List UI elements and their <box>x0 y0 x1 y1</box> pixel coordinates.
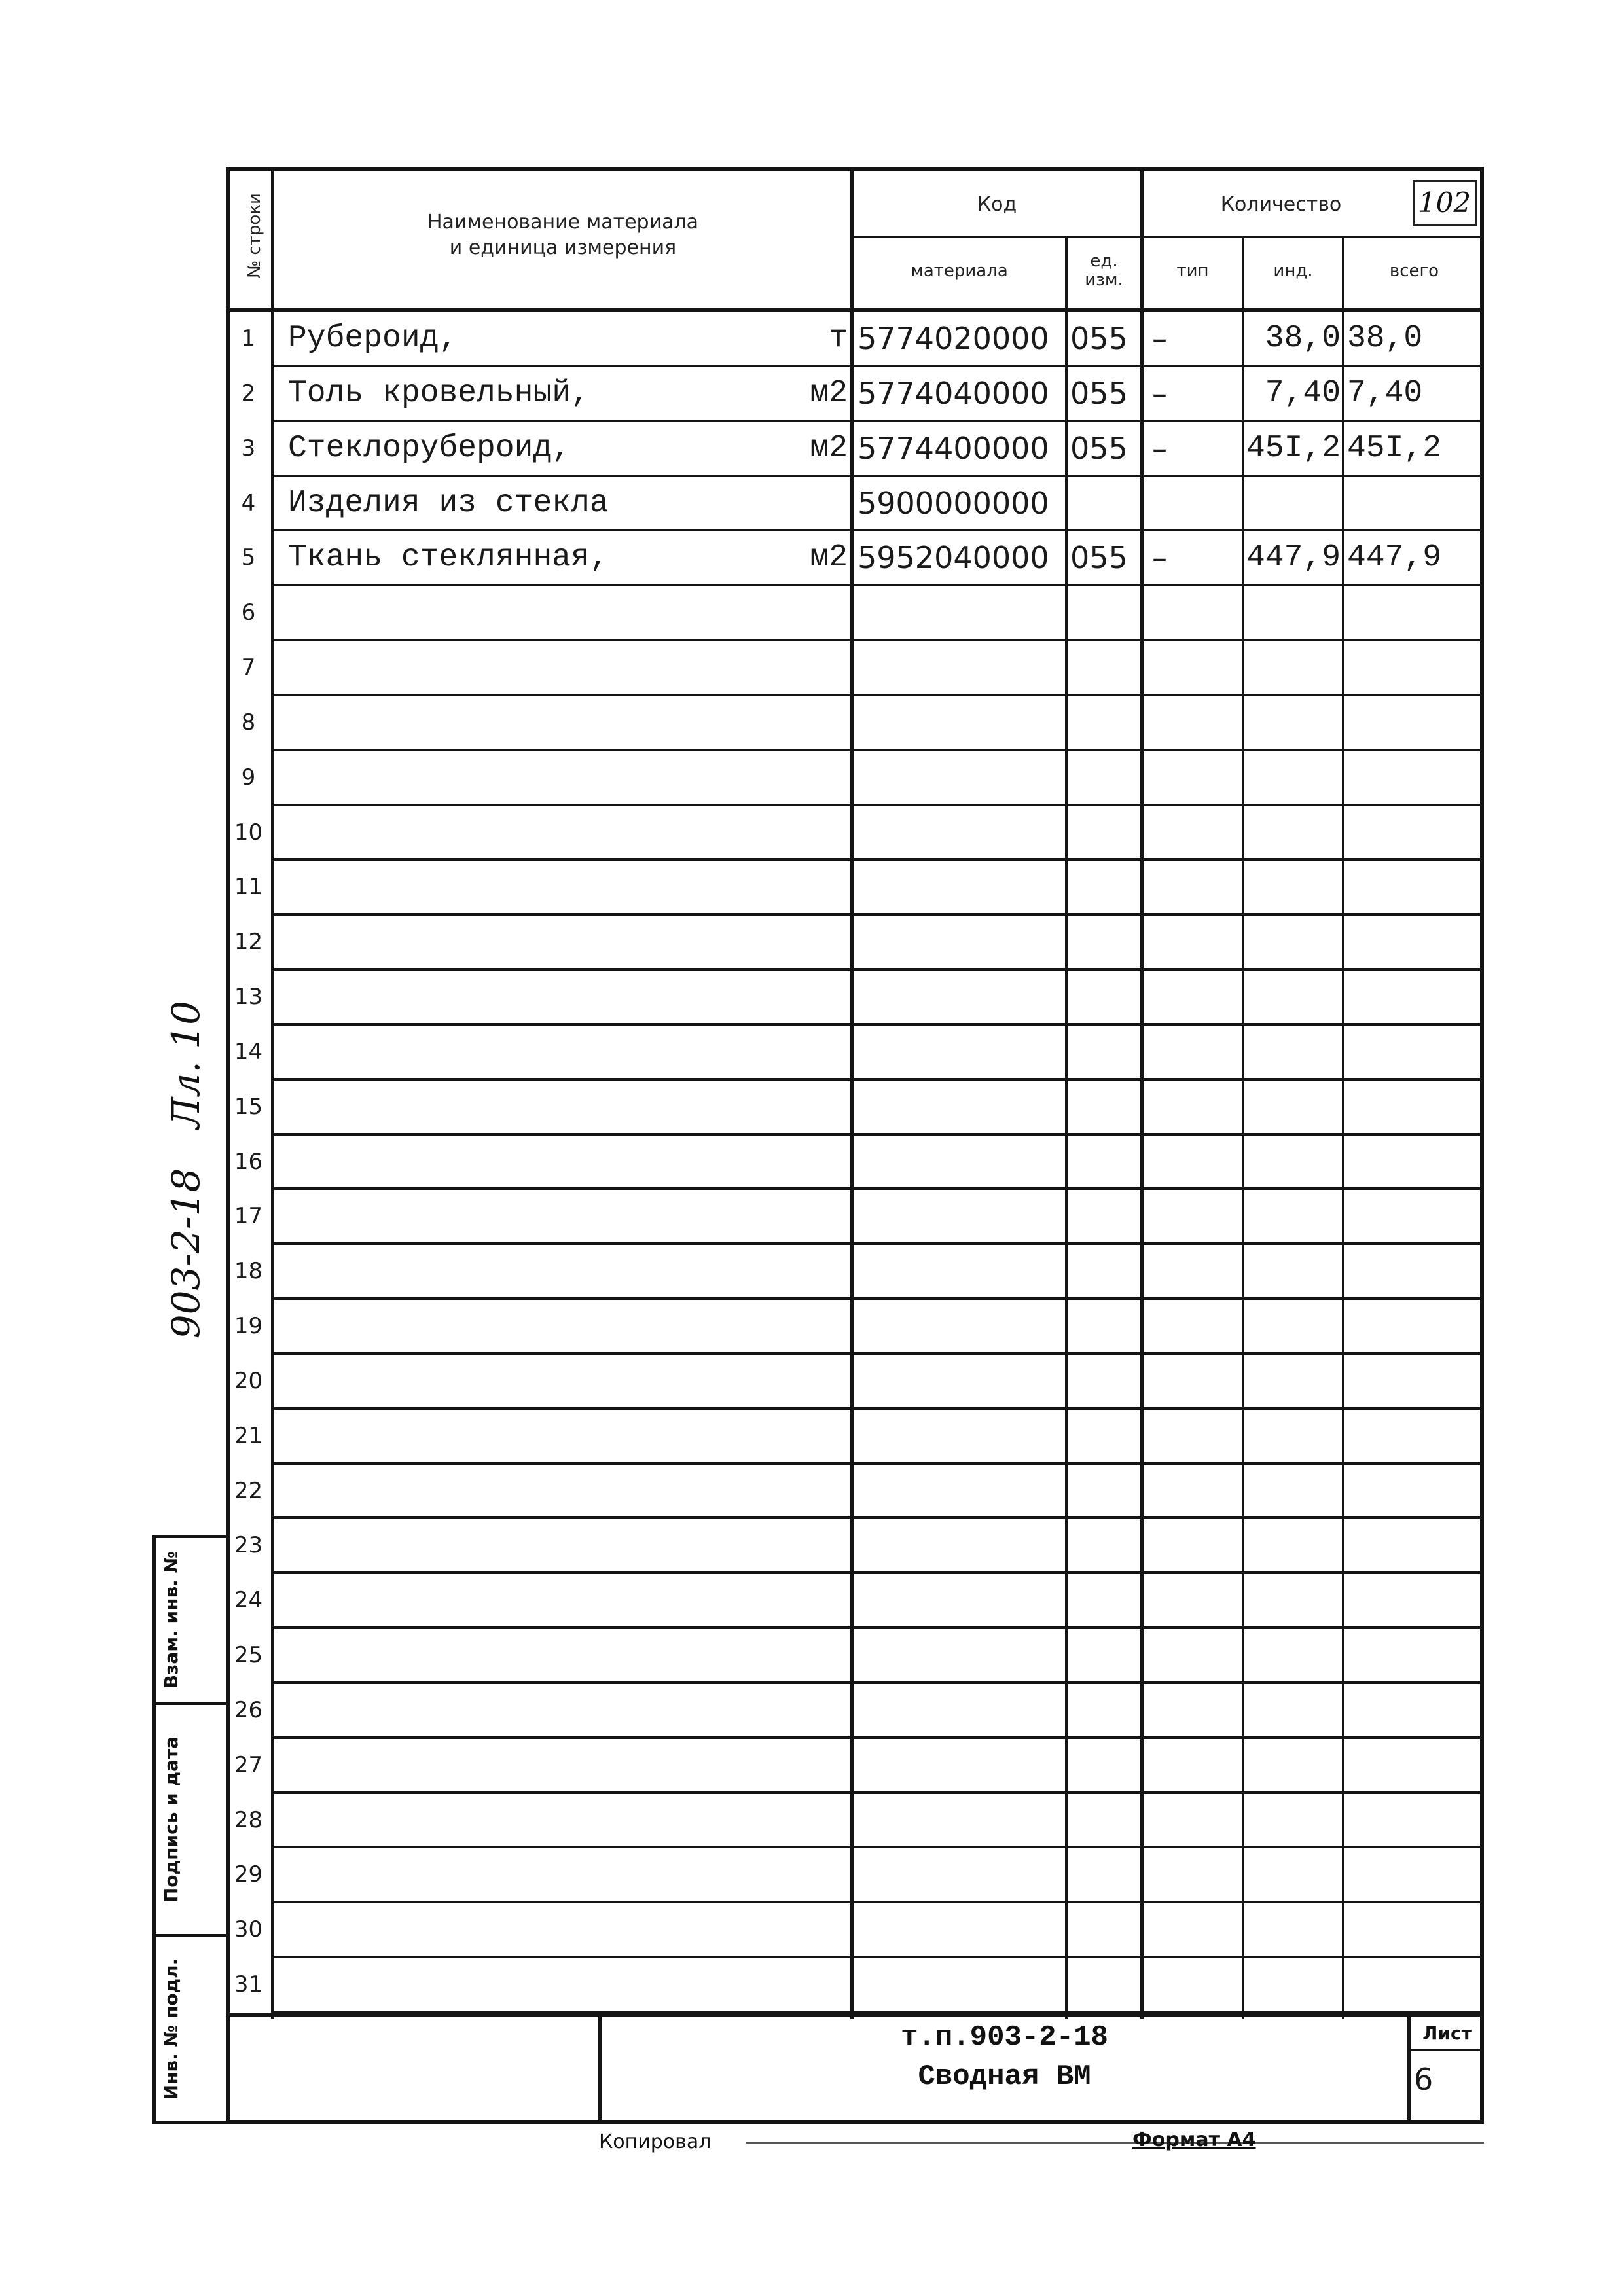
row-number: 13 <box>234 984 263 1011</box>
row-number: 3 <box>241 435 256 461</box>
row-unit-code: 055 <box>1070 540 1128 576</box>
row-unit <box>769 476 848 531</box>
side-stamp-div2 <box>152 1934 229 1937</box>
header-qty-total: всего <box>1389 261 1439 281</box>
row-qty-ind: 447,9 <box>1246 540 1341 576</box>
row-unit: м2 <box>810 375 848 411</box>
row-qty-ind: 38,0 <box>1265 321 1341 356</box>
row-line <box>271 1133 1484 1136</box>
sheet-number: 6 <box>1414 2062 1434 2097</box>
footer-copied: Копировал <box>599 2130 712 2153</box>
row-line <box>271 1297 1484 1300</box>
col-divider-ind <box>1342 236 1344 2019</box>
col-divider-name <box>850 167 854 2019</box>
row-line <box>271 1901 1484 1903</box>
margin-project-number: 903-2-18 <box>164 1168 208 1339</box>
row-line <box>271 1242 1484 1245</box>
row-qty-total: 447,9 <box>1347 540 1442 576</box>
header-qty-ind: инд. <box>1273 261 1313 281</box>
row-line <box>271 913 1484 916</box>
header-row-number: № строки <box>245 193 264 278</box>
row-material-code: 5952040000 <box>857 540 1049 576</box>
row-number: 4 <box>241 490 256 516</box>
row-line <box>271 1736 1484 1739</box>
row-line <box>271 1626 1484 1629</box>
row-number: 19 <box>234 1313 263 1340</box>
row-qty-total: 45I,2 <box>1347 430 1442 466</box>
row-number: 29 <box>234 1861 263 1888</box>
row-number: 27 <box>234 1751 263 1778</box>
margin-album: Лл. 10 <box>164 1000 208 1129</box>
row-material-name: Рубероид, <box>288 321 458 356</box>
header-name: Наименование материала и единица измерения <box>427 211 699 259</box>
row-number: 14 <box>234 1038 263 1065</box>
header-code-unit: ед. изм. <box>1085 251 1123 290</box>
page-number-box: 102 <box>1413 180 1477 226</box>
row-material-code: 5774020000 <box>857 321 1049 356</box>
row-number: 10 <box>234 819 263 846</box>
row-number: 22 <box>234 1477 263 1504</box>
row-number: 7 <box>241 655 256 681</box>
row-number: 30 <box>234 1916 263 1943</box>
header-subline <box>850 236 1484 238</box>
row-qty-ind: 45I,2 <box>1246 430 1341 466</box>
row-number: 6 <box>241 600 256 626</box>
row-number: 5 <box>241 545 256 571</box>
row-qty-type <box>1152 476 1237 531</box>
row-line <box>271 749 1484 751</box>
row-qty-type: – <box>1152 375 1167 411</box>
col-divider-rownum <box>271 167 274 2019</box>
row-qty-ind <box>1244 476 1341 531</box>
row-unit-code <box>1070 476 1139 531</box>
row-number: 1 <box>241 325 256 351</box>
row-line <box>271 1187 1484 1190</box>
row-qty-ind: 7,40 <box>1265 375 1341 411</box>
side-stamp-div1 <box>152 1702 229 1705</box>
row-number: 2 <box>241 380 256 406</box>
side-inv-podl: Инв. № подл. <box>160 1958 182 2100</box>
row-number: 18 <box>234 1258 263 1285</box>
row-number: 21 <box>234 1422 263 1449</box>
row-qty-total: 7,40 <box>1347 375 1423 411</box>
footer-format: Формат А4 <box>1132 2128 1256 2151</box>
row-line <box>271 639 1484 641</box>
sheet-label: Лист <box>1422 2022 1472 2044</box>
row-number: 16 <box>234 1148 263 1175</box>
row-number: 11 <box>234 874 263 901</box>
row-number: 9 <box>241 764 256 791</box>
row-material-name: Изделия из стекла <box>288 485 609 521</box>
stamp-top-line <box>226 2013 1484 2017</box>
row-qty-type: – <box>1152 321 1167 356</box>
row-number: 12 <box>234 929 263 956</box>
header-qty-type: тип <box>1176 261 1209 281</box>
row-line <box>271 1571 1484 1574</box>
row-unit-code: 055 <box>1070 321 1128 356</box>
row-line <box>271 1516 1484 1519</box>
row-qty-type: – <box>1152 540 1167 576</box>
row-line <box>271 1846 1484 1848</box>
row-unit: т <box>829 321 848 356</box>
row-qty-type: – <box>1152 430 1167 466</box>
row-material-name: Ткань стеклянная, <box>288 540 609 576</box>
row-unit: м2 <box>810 430 848 466</box>
doc-code: т.п.903-2-18 <box>901 2021 1108 2054</box>
row-material-code: 5774040000 <box>857 375 1049 411</box>
col-divider-unit <box>1140 167 1144 2019</box>
row-line <box>271 1956 1484 1958</box>
row-qty-total <box>1347 476 1481 531</box>
row-unit-code: 055 <box>1070 430 1128 466</box>
row-material-name: Стеклорубероид, <box>288 430 571 466</box>
row-number: 15 <box>234 1093 263 1120</box>
row-material-code: 5774400000 <box>857 430 1049 466</box>
row-number: 8 <box>241 709 256 736</box>
row-line <box>271 1407 1484 1410</box>
row-number: 24 <box>234 1587 263 1614</box>
side-stamp-left <box>152 1535 156 2124</box>
row-number: 17 <box>234 1203 263 1230</box>
row-number: 31 <box>234 1971 263 1998</box>
row-number: 20 <box>234 1367 263 1394</box>
row-line <box>271 1078 1484 1081</box>
row-line <box>271 1681 1484 1684</box>
side-vzam: Взам. инв. № <box>160 1551 182 1689</box>
row-line <box>271 1023 1484 1026</box>
row-line <box>271 1352 1484 1355</box>
header-code-material: материала <box>911 261 1008 281</box>
row-number: 23 <box>234 1532 263 1559</box>
header-code: Код <box>977 193 1017 216</box>
row-unit: м2 <box>810 540 848 576</box>
side-podpis: Подпись и дата <box>160 1736 182 1903</box>
row-material-name: Толь кровельный, <box>288 375 590 411</box>
row-line <box>271 1791 1484 1794</box>
row-number: 25 <box>234 1642 263 1669</box>
col-divider-code <box>1065 236 1068 2019</box>
row-line <box>271 968 1484 971</box>
row-line <box>271 1462 1484 1465</box>
row-line <box>271 858 1484 861</box>
row-material-code: 5900000000 <box>857 485 1049 521</box>
footer-line <box>746 2142 1484 2144</box>
row-unit-code: 055 <box>1070 375 1128 411</box>
header-quantity: Количество <box>1220 193 1342 216</box>
row-number: 28 <box>234 1806 263 1833</box>
side-stamp-bottom <box>152 2121 229 2124</box>
row-number: 26 <box>234 1696 263 1723</box>
stamp-sheet-line <box>1407 2049 1484 2051</box>
row-qty-total: 38,0 <box>1347 321 1423 356</box>
row-line <box>271 694 1484 696</box>
row-line <box>271 804 1484 806</box>
doc-title: Сводная ВМ <box>918 2060 1091 2093</box>
